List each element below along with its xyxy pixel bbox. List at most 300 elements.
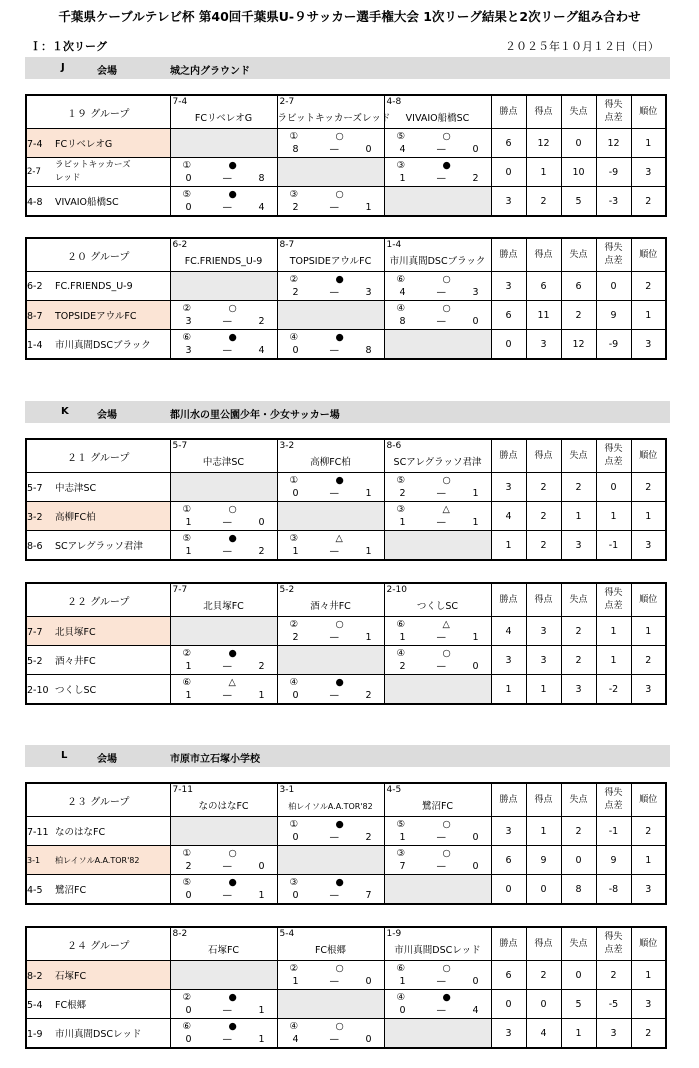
score-dash: —	[329, 690, 339, 701]
self-match-cell	[170, 817, 277, 846]
score-own: 2	[399, 661, 406, 672]
goals-for-value: 3	[526, 617, 561, 646]
score-own: 2	[185, 861, 192, 872]
goals-for-header: 得点	[526, 238, 561, 272]
score-dash: —	[436, 287, 446, 298]
team-number: 5-7	[172, 441, 188, 451]
result-mark: ○	[442, 475, 451, 486]
match-number: ②	[289, 619, 299, 630]
goal-diff-value: 9	[596, 301, 631, 330]
team-number: 4-8	[27, 197, 43, 208]
score-opponent: 0	[258, 517, 265, 528]
team-number: 7-4	[172, 97, 188, 107]
goals-against-value: 0	[561, 846, 596, 875]
match-number: ②	[182, 992, 192, 1003]
score-dash: —	[222, 1005, 232, 1016]
score-dash: —	[222, 202, 232, 213]
match-result-cell	[170, 301, 277, 330]
score-own: 1	[185, 661, 192, 672]
team-row	[26, 675, 666, 705]
opponent-name: ラビットキッカーズレッド	[277, 113, 391, 124]
goal-diff-header	[596, 583, 631, 617]
opponent-name: 高柳FC柏	[310, 457, 351, 468]
match-number: ⑥	[182, 677, 192, 688]
team-name-line2: レッド	[55, 173, 81, 183]
score-opponent: 0	[472, 832, 479, 843]
team-number: 2-10	[386, 585, 407, 595]
goals-against-value: 0	[561, 961, 596, 990]
rank-value: 2	[631, 1019, 666, 1049]
match-result-cell	[277, 272, 384, 301]
match-number: ④	[289, 677, 299, 688]
score-opponent: 1	[365, 546, 372, 557]
score-own: 0	[292, 832, 299, 843]
points-value: 1	[491, 675, 526, 705]
team-cell	[26, 187, 170, 217]
goals-for-header: 得点	[526, 783, 561, 817]
rank-value: 3	[631, 675, 666, 705]
score-own: 1	[399, 173, 406, 184]
match-number: ①	[182, 848, 192, 859]
goals-against-value: 3	[561, 531, 596, 561]
goal-diff-value: -3	[596, 187, 631, 217]
goal-diff-header-line2: 点差	[604, 457, 623, 467]
goals-against-header: 失点	[561, 583, 596, 617]
match-result-cell	[277, 875, 384, 905]
team-name: つくしSC	[55, 685, 97, 696]
goals-for-header: 得点	[526, 439, 561, 473]
team-number: 1-4	[386, 240, 402, 250]
match-number: ⑥	[396, 619, 406, 630]
goals-against-value: 2	[561, 817, 596, 846]
score-dash: —	[222, 517, 232, 528]
result-mark: ●	[335, 475, 344, 486]
self-match-cell	[277, 846, 384, 875]
score-dash: —	[329, 976, 339, 987]
goal-diff-value: -9	[596, 158, 631, 187]
team-name: 市川真間DSCレッド	[55, 1029, 142, 1040]
team-cell	[26, 129, 170, 158]
group-table	[25, 782, 667, 905]
points-value: 6	[491, 961, 526, 990]
match-result-cell	[277, 1019, 384, 1049]
goals-against-value: 6	[561, 272, 596, 301]
match-number: ④	[396, 992, 406, 1003]
team-name: 北貝塚FC	[55, 627, 96, 638]
goals-against-header: 失点	[561, 95, 596, 129]
score-own: 2	[292, 632, 299, 643]
score-dash: —	[436, 316, 446, 327]
score-own: 4	[399, 144, 406, 155]
score-own: 4	[399, 287, 406, 298]
opponent-name: TOPSIDEアウルFC	[289, 256, 372, 267]
self-match-cell	[277, 990, 384, 1019]
venue-bar	[25, 57, 670, 79]
match-result-cell	[384, 473, 491, 502]
team-row	[26, 531, 666, 561]
match-result-cell	[277, 330, 384, 360]
result-mark: ○	[442, 303, 451, 314]
group-name: ２０ グループ	[26, 238, 170, 272]
match-result-cell	[170, 1019, 277, 1049]
team-number: 5-7	[27, 483, 43, 494]
points-value: 3	[491, 272, 526, 301]
goal-diff-header-line2: 点差	[604, 113, 623, 123]
score-own: 1	[185, 517, 192, 528]
result-mark: △	[442, 504, 450, 515]
goals-against-value: 5	[561, 187, 596, 217]
team-row	[26, 187, 666, 217]
goal-diff-value: 1	[596, 502, 631, 531]
goal-diff-header	[596, 238, 631, 272]
self-match-cell	[384, 1019, 491, 1049]
points-value: 3	[491, 1019, 526, 1049]
rank-value: 3	[631, 158, 666, 187]
result-mark: ○	[228, 504, 237, 515]
score-opponent: 1	[472, 632, 479, 643]
team-number: 7-7	[27, 627, 43, 638]
team-name-line1: ラビットキッカーズ	[55, 160, 131, 170]
score-opponent: 1	[472, 517, 479, 528]
goals-for-value: 0	[526, 990, 561, 1019]
match-number: ④	[289, 1021, 299, 1032]
group-table	[25, 237, 667, 360]
team-number: 5-2	[27, 656, 43, 667]
self-match-cell	[277, 158, 384, 187]
result-mark: ○	[442, 131, 451, 142]
goals-against-header: 失点	[561, 238, 596, 272]
team-name: 柏レイソルA.A.TOR'82	[55, 855, 140, 865]
opponent-name: 北貝塚FC	[203, 601, 244, 612]
rank-value: 3	[631, 875, 666, 905]
opponent-name: 市川真間DSCブラック	[389, 256, 486, 267]
goals-for-value: 1	[526, 158, 561, 187]
match-number: ③	[289, 533, 299, 544]
result-mark: ●	[442, 992, 451, 1003]
points-value: 6	[491, 301, 526, 330]
team-number: 4-5	[386, 785, 402, 795]
group-header-row	[26, 238, 666, 272]
team-row	[26, 158, 666, 187]
result-mark: ○	[335, 963, 344, 974]
score-dash: —	[329, 488, 339, 499]
score-own: 2	[292, 287, 299, 298]
result-mark: ○	[442, 819, 451, 830]
match-result-cell	[384, 646, 491, 675]
score-own: 1	[185, 690, 192, 701]
group-name: １９ グループ	[26, 95, 170, 129]
team-name: 高柳FC柏	[55, 512, 96, 523]
score-opponent: 1	[258, 890, 265, 901]
team-cell	[26, 646, 170, 675]
opponent-header	[277, 783, 384, 817]
match-number: ②	[182, 648, 192, 659]
match-number: ③	[396, 160, 406, 171]
points-value: 3	[491, 473, 526, 502]
score-opponent: 0	[472, 144, 479, 155]
team-row	[26, 473, 666, 502]
opponent-header	[170, 927, 277, 961]
score-own: 0	[292, 488, 299, 499]
match-number: ④	[396, 303, 406, 314]
opponent-name: 酒々井FC	[310, 601, 351, 612]
group-table	[25, 438, 667, 561]
score-own: 1	[185, 546, 192, 557]
goals-for-value: 2	[526, 502, 561, 531]
match-number: ①	[289, 131, 299, 142]
goal-diff-header-line1: 得失	[604, 588, 623, 598]
score-own: 0	[185, 202, 192, 213]
goals-against-value: 5	[561, 990, 596, 1019]
goals-for-value: 1	[526, 817, 561, 846]
opponent-header	[170, 583, 277, 617]
score-own: 2	[399, 488, 406, 499]
team-cell	[26, 617, 170, 646]
team-row	[26, 817, 666, 846]
team-name: FCリベレオG	[55, 139, 113, 150]
group-name: ２４ グループ	[26, 927, 170, 961]
team-row	[26, 272, 666, 301]
goal-diff-value: 0	[596, 272, 631, 301]
match-result-cell	[170, 187, 277, 217]
match-number: ①	[289, 819, 299, 830]
goal-diff-value: 0	[596, 473, 631, 502]
goals-for-value: 1	[526, 675, 561, 705]
match-number: ③	[289, 189, 299, 200]
team-name: FC根郷	[55, 1000, 87, 1011]
score-own: 1	[399, 517, 406, 528]
score-opponent: 0	[472, 861, 479, 872]
score-opponent: 0	[365, 144, 372, 155]
points-value: 3	[491, 187, 526, 217]
team-cell	[26, 330, 170, 360]
score-opponent: 7	[365, 890, 372, 901]
rank-value: 3	[631, 531, 666, 561]
team-cell	[26, 158, 170, 187]
score-dash: —	[329, 546, 339, 557]
goal-diff-value: 9	[596, 846, 631, 875]
group-table	[25, 926, 667, 1049]
rank-header: 順位	[631, 238, 666, 272]
match-result-cell	[170, 330, 277, 360]
match-number: ④	[396, 648, 406, 659]
match-result-cell	[384, 129, 491, 158]
result-mark: ●	[228, 1021, 237, 1032]
opponent-header	[170, 783, 277, 817]
goals-against-value: 2	[561, 473, 596, 502]
score-dash: —	[329, 345, 339, 356]
goals-for-value: 9	[526, 846, 561, 875]
points-header: 勝点	[491, 927, 526, 961]
points-value: 6	[491, 129, 526, 158]
opponent-header	[384, 439, 491, 473]
self-match-cell	[170, 617, 277, 646]
opponent-header	[170, 238, 277, 272]
self-match-cell	[384, 187, 491, 217]
goal-diff-header-line1: 得失	[604, 932, 623, 942]
self-match-cell	[170, 129, 277, 158]
self-match-cell	[277, 301, 384, 330]
opponent-name: VIVAIO船橋SC	[405, 113, 470, 124]
match-number: ⑤	[396, 819, 406, 830]
group-header-row	[26, 439, 666, 473]
team-name: 石塚FC	[55, 971, 87, 982]
match-number: ①	[182, 160, 192, 171]
points-value: 0	[491, 158, 526, 187]
points-value: 0	[491, 875, 526, 905]
result-mark: ●	[335, 877, 344, 888]
score-opponent: 1	[365, 632, 372, 643]
team-number: 1-9	[386, 929, 402, 939]
match-number: ⑤	[182, 877, 192, 888]
score-own: 1	[292, 546, 299, 557]
goals-for-value: 12	[526, 129, 561, 158]
opponent-header	[384, 238, 491, 272]
score-own: 0	[185, 1034, 192, 1045]
points-value: 4	[491, 617, 526, 646]
rank-header: 順位	[631, 95, 666, 129]
goals-against-value: 2	[561, 646, 596, 675]
group-name: ２３ グループ	[26, 783, 170, 817]
score-own: 0	[292, 890, 299, 901]
score-opponent: 1	[365, 488, 372, 499]
score-dash: —	[436, 861, 446, 872]
goals-for-value: 2	[526, 187, 561, 217]
score-opponent: 4	[472, 1005, 479, 1016]
result-mark: ○	[228, 848, 237, 859]
group-table	[25, 582, 667, 705]
result-mark: ●	[335, 677, 344, 688]
team-number: 2-10	[27, 685, 49, 696]
score-dash: —	[329, 632, 339, 643]
score-dash: —	[436, 661, 446, 672]
opponent-header	[384, 95, 491, 129]
rank-header: 順位	[631, 583, 666, 617]
match-result-cell	[384, 301, 491, 330]
score-own: 0	[185, 890, 192, 901]
match-result-cell	[277, 961, 384, 990]
match-number: ④	[289, 332, 299, 343]
team-number: 2-7	[27, 166, 41, 177]
score-dash: —	[329, 202, 339, 213]
team-number: 2-7	[279, 97, 295, 107]
goal-diff-header-line2: 点差	[604, 945, 623, 955]
result-mark: ○	[335, 189, 344, 200]
result-mark: ●	[228, 332, 237, 343]
goal-diff-header-line2: 点差	[604, 256, 623, 266]
score-own: 3	[185, 316, 192, 327]
team-number: 8-6	[27, 541, 43, 552]
group-name: ２２ グループ	[26, 583, 170, 617]
score-dash: —	[329, 832, 339, 843]
team-row	[26, 129, 666, 158]
points-value: 0	[491, 990, 526, 1019]
match-result-cell	[170, 502, 277, 531]
team-number: 3-2	[279, 441, 295, 451]
goal-diff-header-line1: 得失	[604, 243, 623, 253]
opponent-header	[277, 927, 384, 961]
rank-value: 1	[631, 129, 666, 158]
result-mark: ○	[442, 274, 451, 285]
team-row	[26, 961, 666, 990]
team-number: 8-2	[27, 971, 43, 982]
goal-diff-header	[596, 783, 631, 817]
result-mark: ○	[335, 619, 344, 630]
score-opponent: 0	[365, 1034, 372, 1045]
team-name: 酒々井FC	[55, 656, 96, 667]
score-dash: —	[329, 287, 339, 298]
team-cell	[26, 502, 170, 531]
match-number: ⑥	[182, 1021, 192, 1032]
match-result-cell	[170, 875, 277, 905]
team-number: 8-7	[279, 240, 295, 250]
goals-for-header: 得点	[526, 583, 561, 617]
score-opponent: 0	[472, 661, 479, 672]
opponent-name: SCアレグラッソ君津	[393, 457, 482, 468]
goal-diff-header	[596, 927, 631, 961]
group-table	[25, 94, 667, 217]
venue-bar	[25, 401, 670, 423]
score-own: 3	[185, 345, 192, 356]
match-result-cell	[277, 129, 384, 158]
match-result-cell	[277, 675, 384, 705]
score-own: 8	[399, 316, 406, 327]
result-mark: △	[228, 677, 236, 688]
score-opponent: 1	[258, 1034, 265, 1045]
match-result-cell	[277, 817, 384, 846]
score-opponent: 1	[365, 202, 372, 213]
points-value: 1	[491, 531, 526, 561]
opponent-header	[277, 238, 384, 272]
team-name: FC.FRIENDS_U-9	[55, 280, 133, 292]
points-value: 4	[491, 502, 526, 531]
score-opponent: 4	[258, 345, 265, 356]
score-dash: —	[222, 1034, 232, 1045]
score-own: 1	[399, 632, 406, 643]
score-dash: —	[222, 316, 232, 327]
venue-label: 会場	[97, 754, 117, 765]
score-dash: —	[329, 1034, 339, 1045]
match-number: ⑤	[396, 475, 406, 486]
score-dash: —	[329, 144, 339, 155]
score-own: 1	[292, 976, 299, 987]
goals-against-value: 0	[561, 129, 596, 158]
team-cell	[26, 817, 170, 846]
result-mark: ○	[335, 1021, 344, 1032]
score-opponent: 3	[365, 287, 372, 298]
rank-header: 順位	[631, 927, 666, 961]
result-mark: ●	[335, 274, 344, 285]
match-number: ①	[182, 504, 192, 515]
goal-diff-value: -9	[596, 330, 631, 360]
rank-value: 2	[631, 272, 666, 301]
goals-for-value: 2	[526, 473, 561, 502]
score-dash: —	[222, 173, 232, 184]
opponent-header	[277, 583, 384, 617]
score-opponent: 0	[472, 316, 479, 327]
team-row	[26, 1019, 666, 1049]
opponent-name: 鷺沼FC	[421, 801, 454, 812]
goal-diff-header-line1: 得失	[604, 444, 623, 454]
score-opponent: 2	[258, 661, 265, 672]
goal-diff-value: 12	[596, 129, 631, 158]
result-mark: ●	[228, 877, 237, 888]
rank-value: 2	[631, 817, 666, 846]
score-dash: —	[436, 632, 446, 643]
self-match-cell	[170, 961, 277, 990]
self-match-cell	[277, 646, 384, 675]
goal-diff-value: 1	[596, 646, 631, 675]
